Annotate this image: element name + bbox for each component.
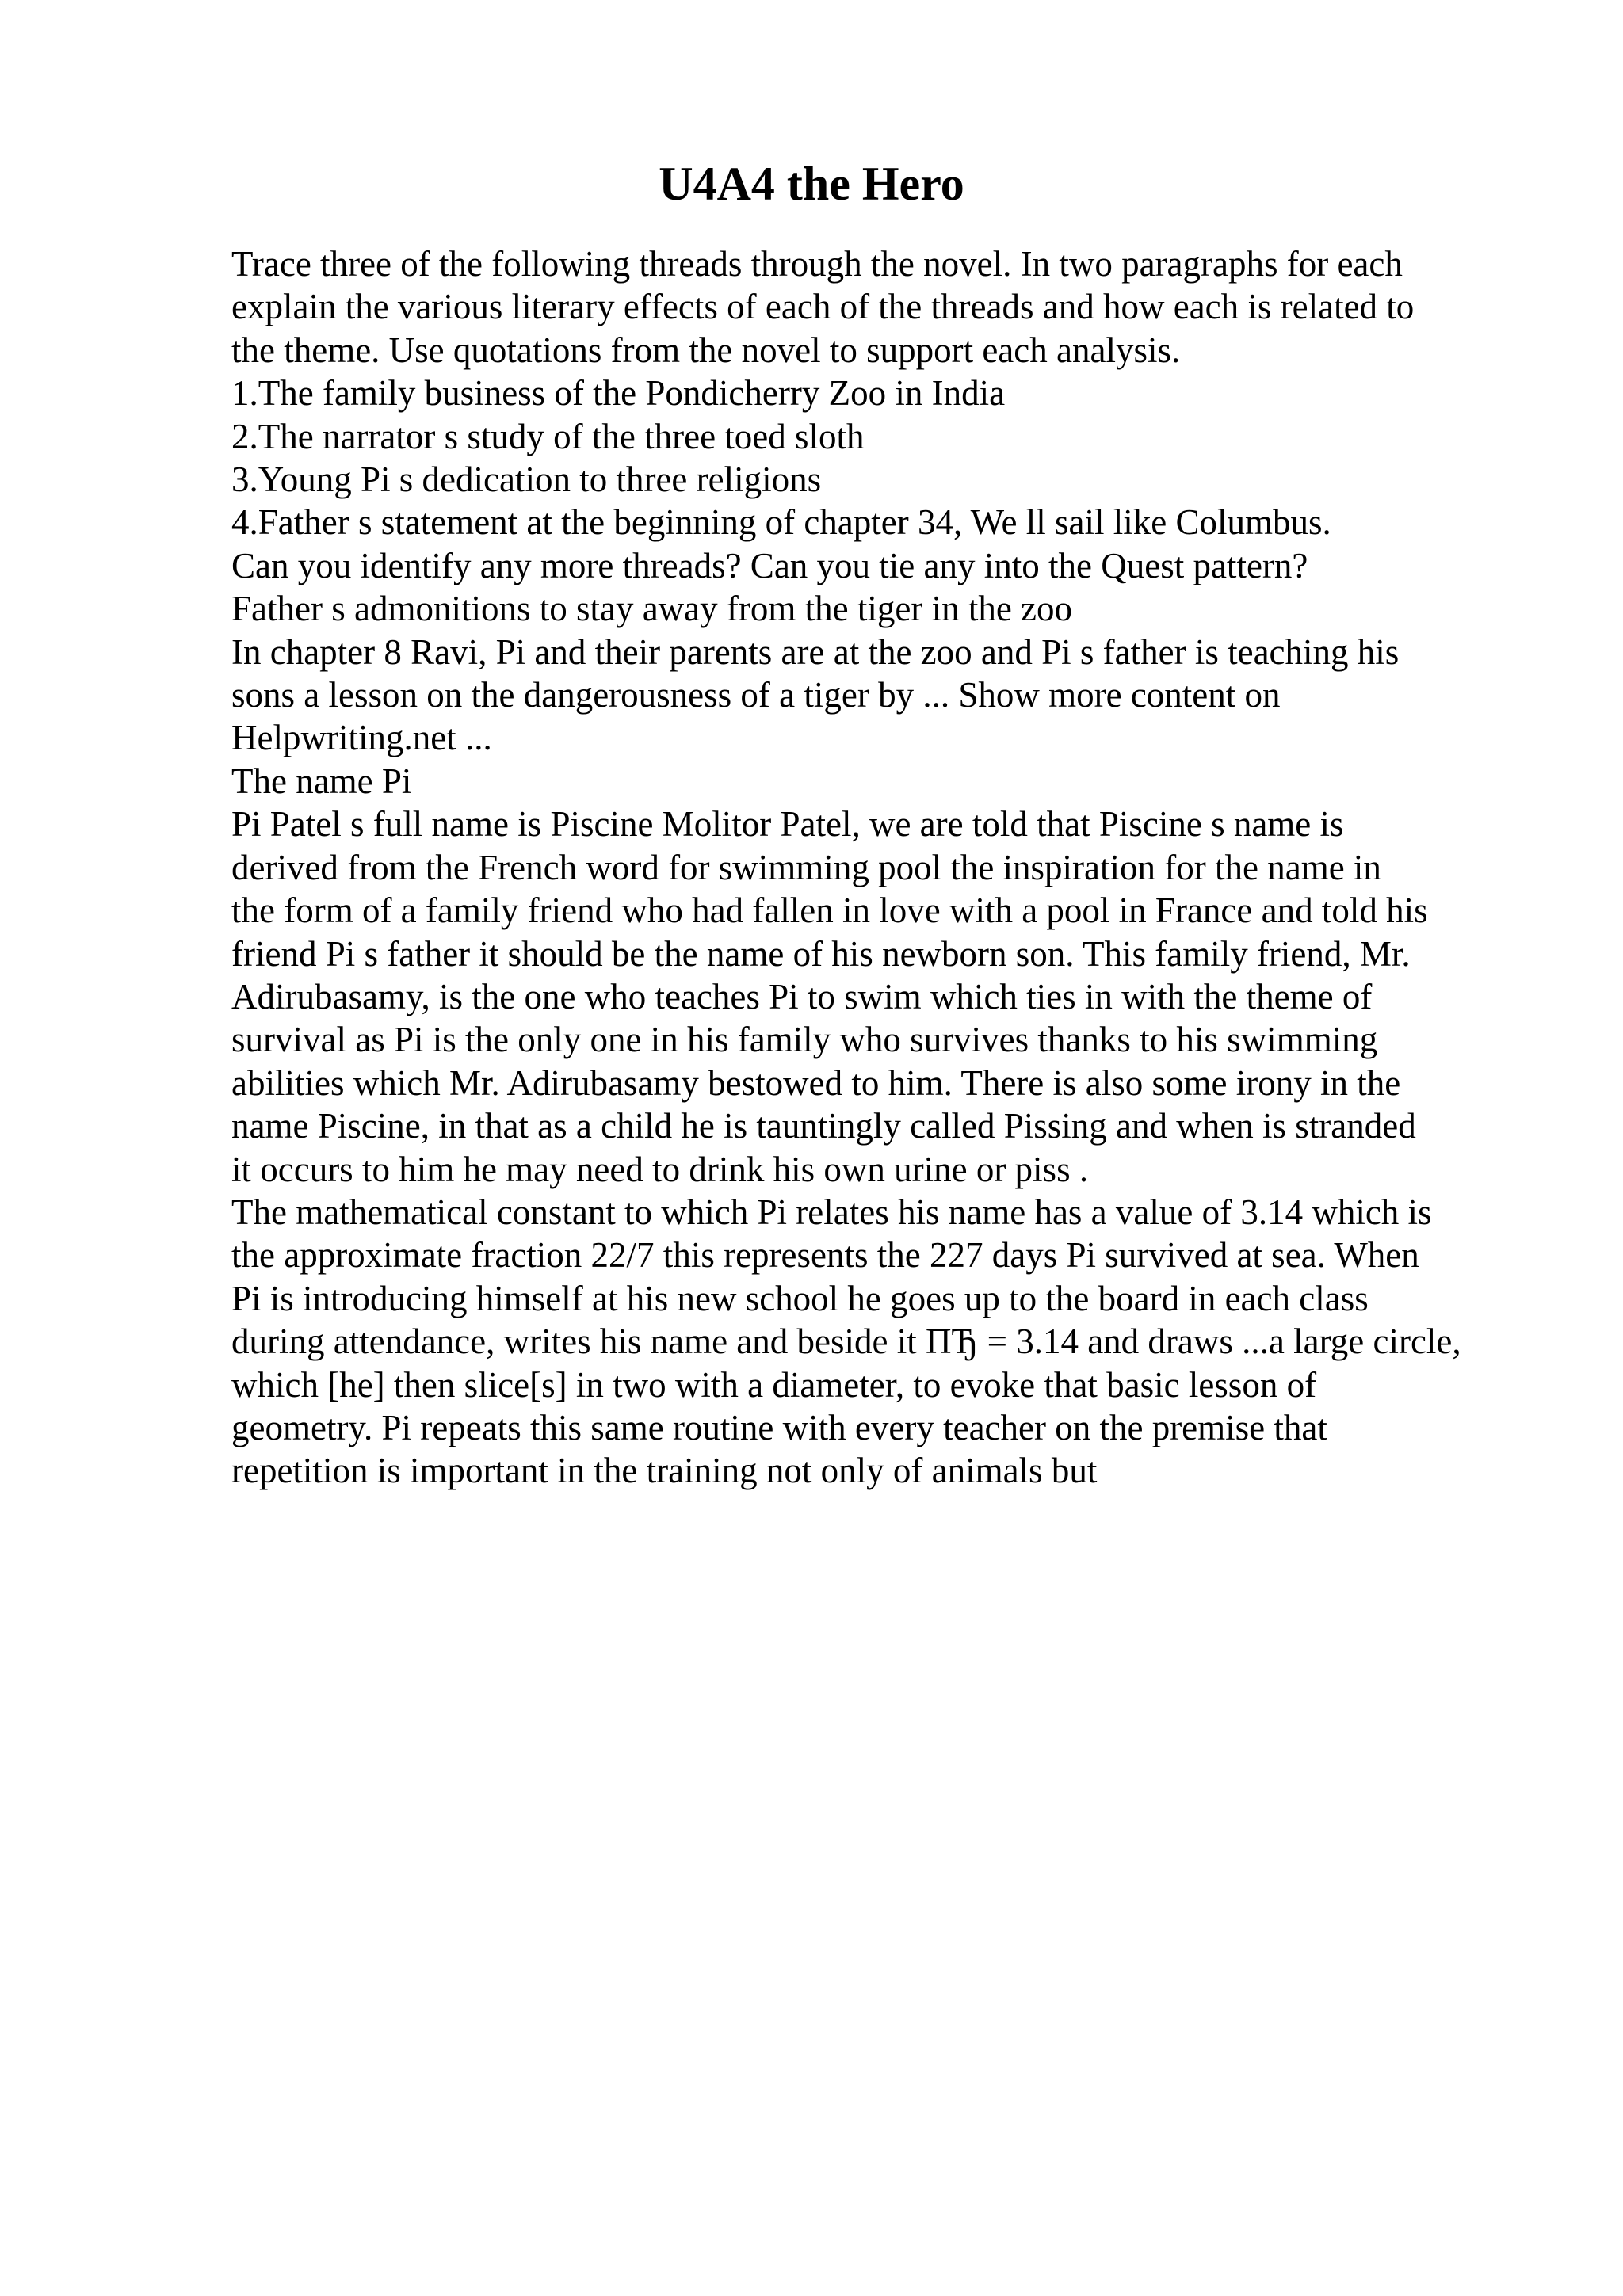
document-title: U4A4 the Hero [659,158,964,210]
text-line: the form of a family friend who had fallen in love with a pool in France and told his [231,891,1428,931]
text-line: it occurs to him he may need to drink his own urine or piss . [231,1149,1089,1189]
text-line: 4.Father s statement at the beginning of chapter 34, We ll sail like Columbus. [231,502,1331,543]
text-line: the approximate fraction 22/7 this represents the 227 days Pi survived at sea. When [231,1235,1419,1276]
text-line: Helpwriting.net ... [231,718,492,758]
text-line: sons a lesson on the dangerousness of a tiger by ... Show more content on [231,675,1281,715]
text-line: name Piscine, in that as a child he is tauntingly called Pissing and when is stranded [231,1106,1416,1146]
text-line: abilities which Mr. Adirubasamy bestowed to him. There is also some irony in the [231,1062,1401,1103]
text-line: Can you identify any more threads? Can you tie any into the Quest pattern? [231,545,1308,585]
text-line: The name Pi [231,761,412,801]
text-line: explain the various literary effects of each of the threads and how each is related to [231,287,1415,327]
text-line: 2.The narrator s study of the three toed sloth [231,416,865,456]
text-line: geometry. Pi repeats this same routine with every teacher on the premise that [231,1407,1327,1447]
text-line: Adirubasamy, is the one who teaches Pi to swim which ties in with the theme of [231,976,1373,1016]
text-line: 1.The family business of the Pondicherry Zoo in India [231,373,1006,414]
text-line: derived from the French word for swimming pool the inspiration for the name in [231,847,1381,887]
text-line: 3.Young Pi s dedication to three religions [231,460,822,500]
text-line: Pi Patel s full name is Piscine Molitor Patel, we are told that Piscine s name is [231,804,1344,845]
document-body [231,242,1461,1493]
text-line: survival as Pi is the only one in his family who survives thanks to his swimming [231,1020,1378,1060]
text-line: Trace three of the following threads through the novel. In two paragraphs for each [231,244,1403,284]
text-line: In chapter 8 Ravi, Pi and their parents are at the zoo and Pi s father is teaching his [231,631,1400,672]
text-line: the theme. Use quotations from the novel to support each analysis. [231,330,1181,370]
text-line: Pi is introducing himself at his new school he goes up to the board in each class [231,1278,1369,1318]
text-line: Father s admonitions to stay away from the tiger in the zoo [231,589,1073,629]
text-line: friend Pi s father it should be the name of his newborn son. This family friend, Mr. [231,933,1411,974]
text-line: repetition is important in the training not only of animals but [231,1451,1098,1491]
text-line: which [he] then slice[s] in two with a diameter, to evoke that basic lesson of [231,1364,1317,1405]
text-line: during attendance, writes his name and beside it ПЂ = 3.14 and draws ...a large circle, [231,1322,1461,1362]
text-line: The mathematical constant to which Pi relates his name has a value of 3.14 which is [231,1192,1432,1232]
